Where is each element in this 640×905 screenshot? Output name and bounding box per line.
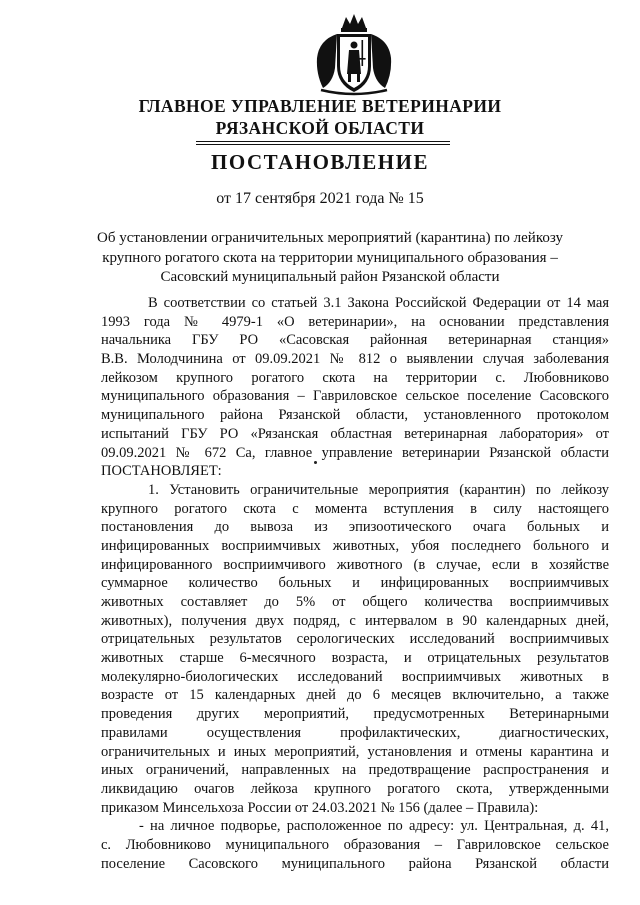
document-date: от 17 сентября 2021 года № 15 xyxy=(216,190,424,207)
scan-speck xyxy=(314,461,317,464)
subject-line: Об установлении ограничительных мероприятий (карантина) по лейкозу xyxy=(97,230,563,246)
body-line: - на личное подворье, расположенное по адресу: ул. Центральная, д. 41, xyxy=(139,818,609,835)
body-line: возрасте от 15 календарных дней до 6 месяцев включительно, а также xyxy=(101,687,609,704)
body-line: животных), получения двух подряд, с интервалом в 90 календарных дней, xyxy=(101,612,609,629)
body-line: отрицательных результатов серологических исследований восприимчивых xyxy=(101,631,609,648)
body-line: лейкозом крупного рогатого скота на территории с. Любовниково xyxy=(101,369,609,386)
body-line: 1. Установить ограничительные мероприятия (карантин) по лейкозу xyxy=(148,481,609,498)
body-line: проведения других мероприятий, предусмотренных Ветеринарными xyxy=(101,706,609,723)
body-line: крупного рогатого скота с момента вступления в силу настоящего xyxy=(101,500,609,517)
body-line: инфицированных восприимчивых животных, убоя последнего больного и xyxy=(101,537,609,554)
body-line: с. Любовниково муниципального образования – Гавриловское сельское xyxy=(101,836,609,853)
body-line: начальника ГБУ РО «Сасовская районная ветеринарная станция» xyxy=(101,332,609,349)
body-line: приказом Минсельхоза России от 24.03.2021 № 156 (далее – Правила): xyxy=(101,799,539,816)
body-line: муниципального образования – Гавриловское сельское поселение Сасовского xyxy=(101,388,609,405)
body-line: испытаний ГБУ РО «Рязанская областная ветеринарная лаборатория» от xyxy=(101,425,609,442)
body-line: 1993 года № 4979-1 «О ветеринарии», на основании представления xyxy=(101,313,609,330)
body-line: животных составляет до 5% от общего количества восприимчивых xyxy=(101,594,609,610)
document-body xyxy=(101,294,609,873)
authority-region: РЯЗАНСКОЙ ОБЛАСТИ xyxy=(215,118,425,138)
subject-line: крупного рогатого скота на территории муниципального образования – xyxy=(102,249,558,266)
header-rule xyxy=(196,141,450,142)
body-line: правилами осуществления профилактических, диагностических, xyxy=(101,724,609,741)
body-line: животных старше 6-месячного возраста, и отрицательных результатов xyxy=(101,650,609,667)
document-subject xyxy=(80,229,580,288)
body-line: ПОСТАНОВЛЯЕТ: xyxy=(101,463,222,480)
body-line: В.В. Молодчинина от 09.09.2021 № 812 о выявлении случая заболевания xyxy=(101,351,609,368)
document-title: ПОСТАНОВЛЕНИЕ xyxy=(211,150,429,174)
subject-line: Сасовский муниципальный район Рязанской области xyxy=(160,269,500,285)
authority-name: ГЛАВНОЕ УПРАВЛЕНИЕ ВЕТЕРИНАРИИ xyxy=(138,96,502,116)
body-line: молекулярно-биологических исследований восприимчивых животных в xyxy=(101,668,609,685)
body-line: суммарное количество больных и инфицированных восприимчивых xyxy=(101,575,609,592)
header-rule xyxy=(196,144,450,145)
body-line: иных ограничений, направленных на предотвращение распространения и xyxy=(101,762,609,779)
body-line: поселение Сасовского муниципального района Рязанской области xyxy=(101,855,609,872)
body-line: ликвидацию очагов лейкоза крупного рогатого скота, утвержденными xyxy=(101,780,609,797)
body-line: муниципального района Рязанской области, установленного протоколом xyxy=(101,407,609,424)
body-line: В соответствии со статьей 3.1 Закона Российской Федерации от 14 мая xyxy=(148,295,609,311)
body-line: инфицированного восприимчивого животного (в случае, если в хозяйстве xyxy=(101,556,609,573)
ryazan-coat-of-arms-icon xyxy=(315,12,393,96)
body-line: ограничительных и иных мероприятий, установления и отмены карантина и xyxy=(101,743,609,760)
body-line: постановления до вывоза из эпизоотического очага больных и xyxy=(101,519,609,536)
body-line: 09.09.2021 № 672 Са, главное управление ветеринарии Рязанской области xyxy=(101,444,609,461)
